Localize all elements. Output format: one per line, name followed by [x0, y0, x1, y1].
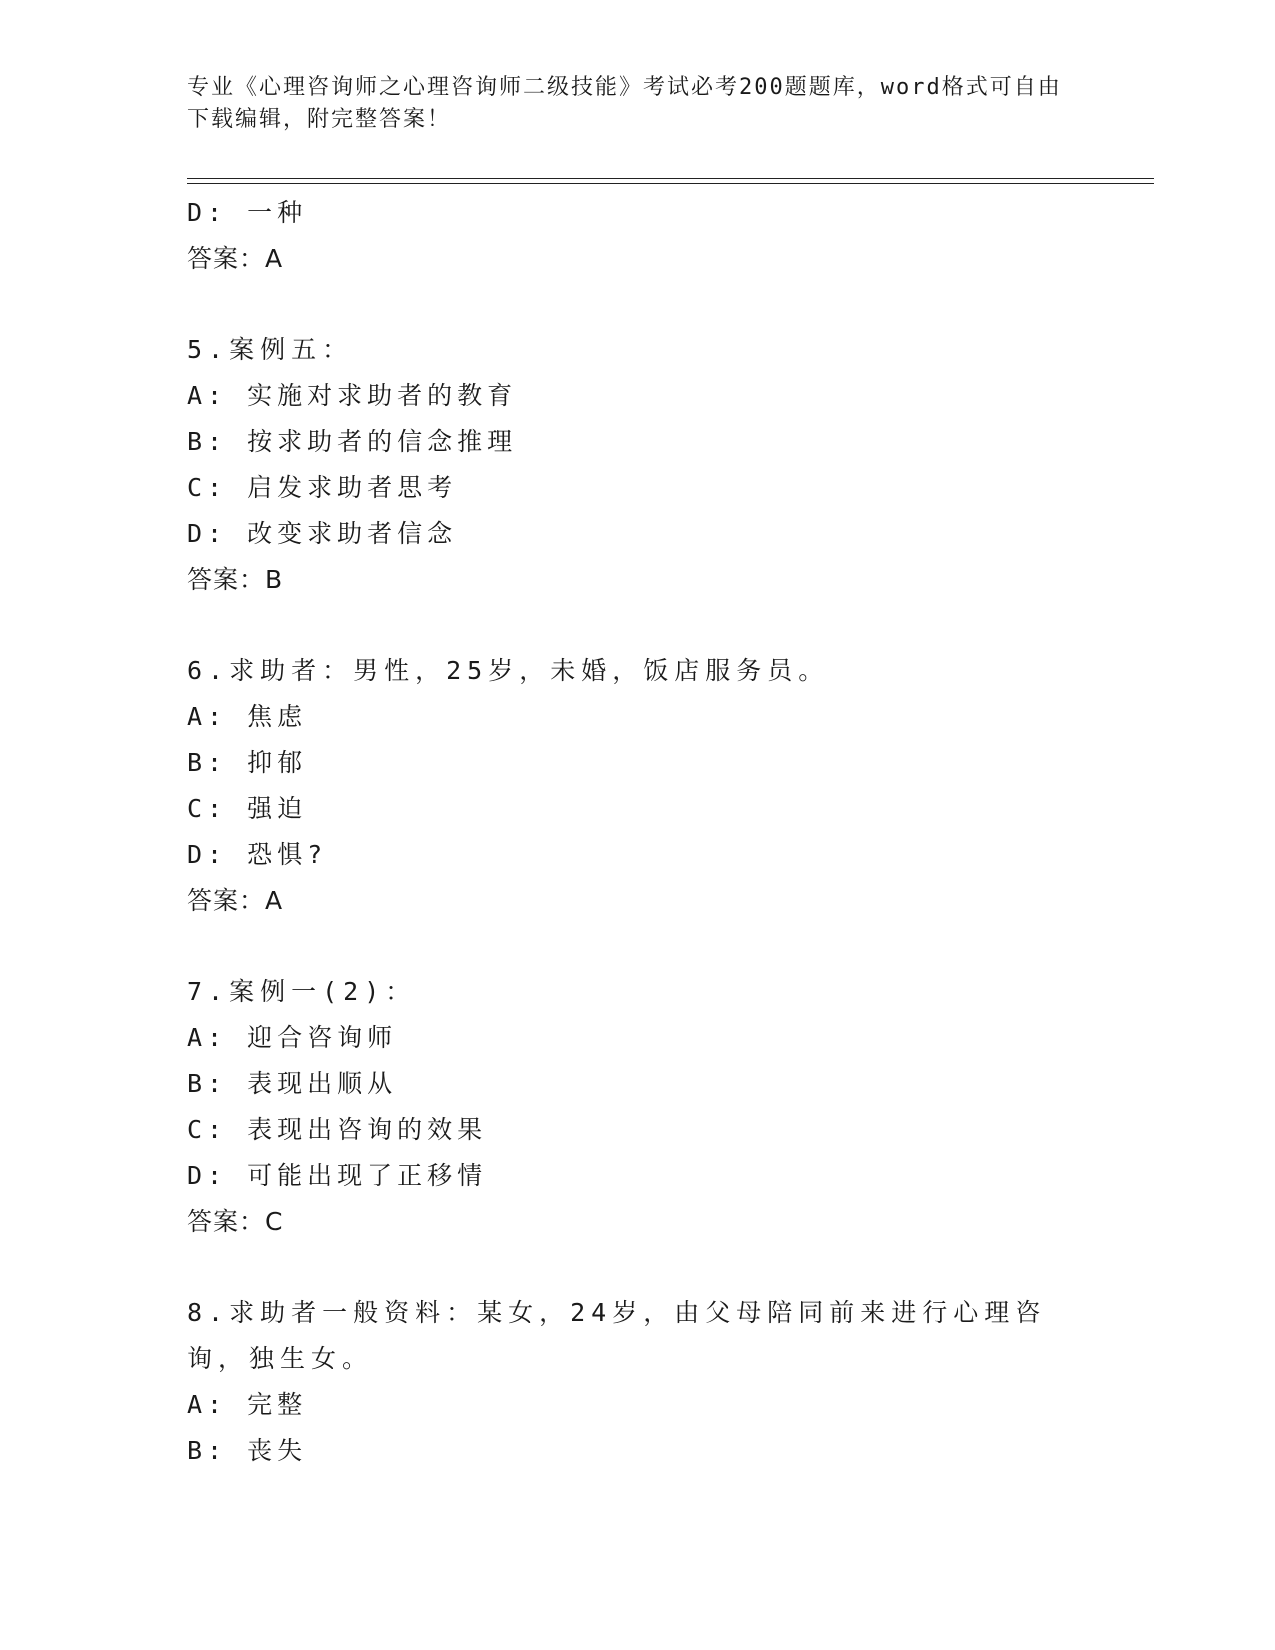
option-a: A: 迎合咨询师 [187, 1023, 398, 1052]
header-divider-top [187, 178, 1154, 179]
question-title: 6.求助者：男性，25岁，未婚，饭店服务员。 [187, 656, 830, 685]
option-c: C: 表现出咨询的效果 [187, 1115, 488, 1144]
answer-line: 答案：A [187, 244, 284, 273]
answer-line: 答案：A [187, 886, 284, 915]
question-block-5 [187, 327, 1087, 603]
document-header: 专业《心理咨询师之心理咨询师二级技能》考试必考200题题库，word格式可自由下载编辑，附完整答案！ [187, 75, 1062, 132]
option-d: D: 可能出现了正移情 [187, 1161, 488, 1190]
option-b: B: 丧失 [187, 1436, 308, 1465]
option-a: A: 实施对求助者的教育 [187, 381, 518, 410]
question-block-7 [187, 969, 1087, 1245]
option-a: A: 完整 [187, 1390, 308, 1419]
question-title: 8.求助者一般资料：某女，24岁，由父母陪同前来进行心理咨询，独生女。 [187, 1298, 1047, 1373]
option-c: C: 启发求助者思考 [187, 473, 458, 502]
option-b: B: 抑郁 [187, 748, 308, 777]
question-block-4 [187, 190, 1087, 282]
header-divider-bottom [187, 183, 1154, 184]
answer-line: 答案：C [187, 1207, 284, 1236]
question-block-6 [187, 648, 1087, 924]
option-a: A: 焦虑 [187, 702, 308, 731]
option-c: C: 强迫 [187, 794, 308, 823]
option-b: B: 表现出顺从 [187, 1069, 398, 1098]
question-title: 7.案例一(2)： [187, 977, 417, 1006]
option-d: D: 改变求助者信念 [187, 519, 458, 548]
question-block-8 [187, 1290, 1087, 1474]
question-title: 5.案例五： [187, 335, 354, 364]
option-b: B: 按求助者的信念推理 [187, 427, 518, 456]
answer-line: 答案：B [187, 565, 284, 594]
option-d: D: 恐惧? [187, 840, 328, 869]
option-d: D: 一种 [187, 198, 308, 227]
question-list [187, 190, 1087, 1474]
